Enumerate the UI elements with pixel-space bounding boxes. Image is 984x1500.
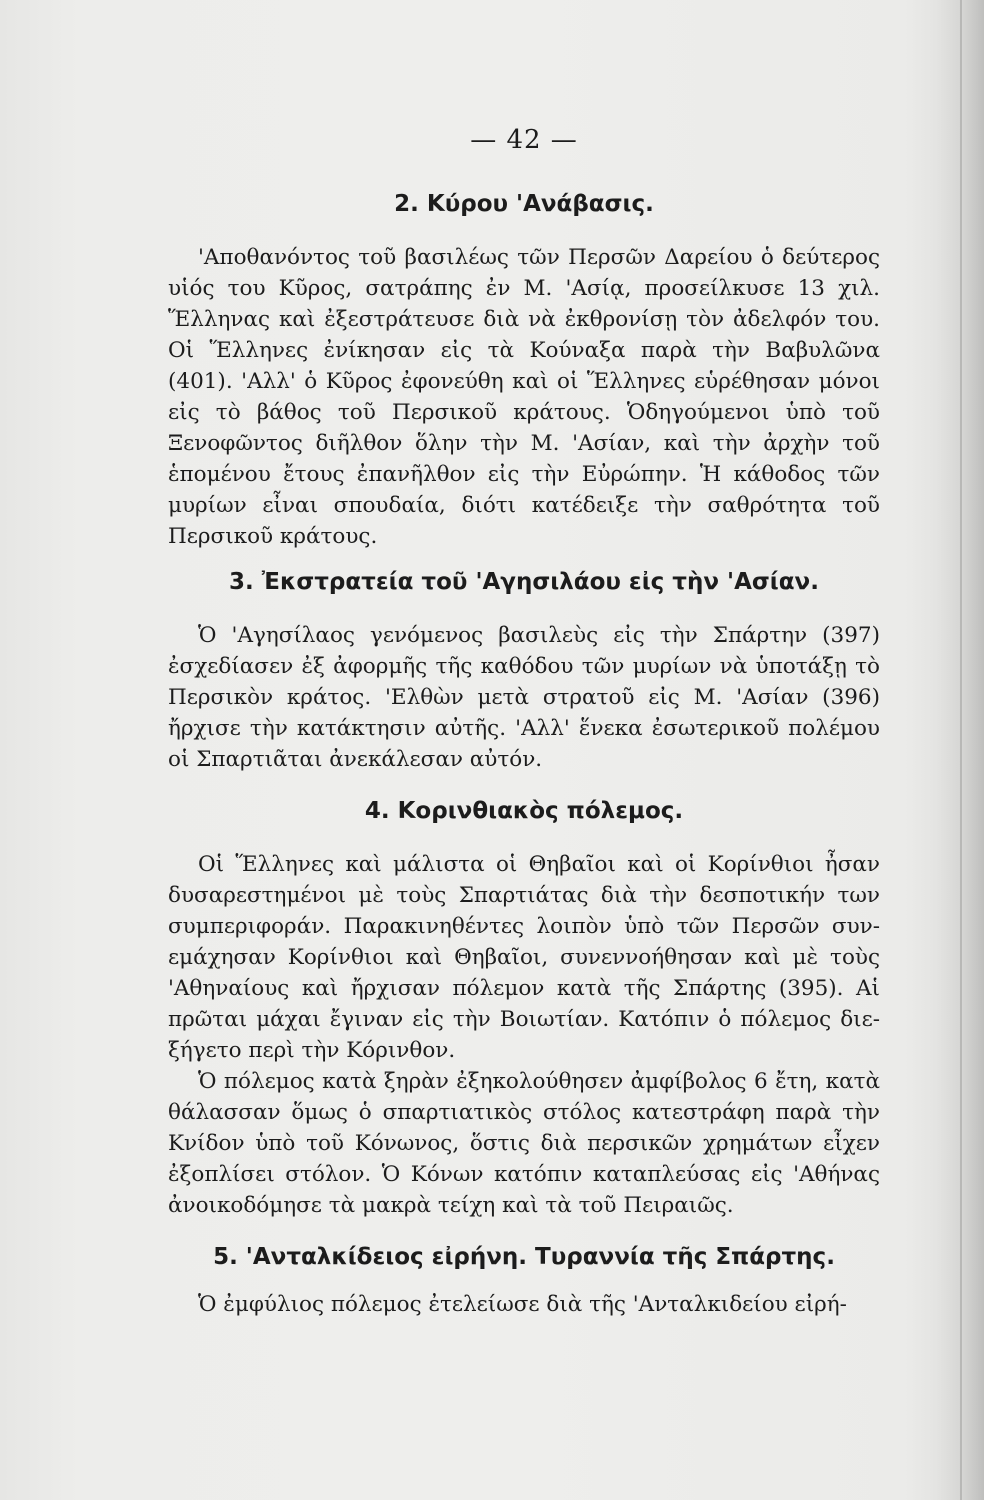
section-heading: 3. Ἐκστρατεία τοῦ 'Αγησιλάου εἰς τὴν 'Ασίαν.: [229, 569, 819, 595]
section-kyrou-anabasis: [168, 188, 880, 552]
section-paragraph: Ὁ ἐμφύλιος πόλεμος ἐτελείωσε διὰ τῆς 'Ανταλκιδείου εἰρή-: [198, 1292, 847, 1317]
section-heading: 5. 'Ανταλκίδειος εἰρήνη. Τυραννία τῆς Σπάρτης.: [213, 1244, 835, 1270]
page-text-block: [168, 108, 880, 1320]
section-heading: 2. Κύρου 'Ανάβασις.: [394, 191, 654, 217]
section-heading: 4. Κορινθιακὸς πόλεμος.: [364, 798, 684, 824]
section-paragraph: Ὁ 'Αγησίλαος γενόμενος βασιλεὺς εἰς τὴν Σπάρτην (397) ἐσχεδίασεν ἐξ ἀφορμῆς τῆς καθόδου τῶν μυρίων νὰ ὑποτάξῃ τὸ Περσικὸν κράτος. 'Ελθὼν μετὰ στρατοῦ εἰς Μ. 'Ασίαν (396) ἤρχισε τὴν κατάκτησιν αὐτῆς. 'Αλλ' ἕνεκα ἐσωτερικοῦ πολέμου οἱ Σπαρτιᾶται ἀνεκάλεσαν αὐτόν.: [168, 623, 880, 772]
page-number: — 42 —: [470, 125, 578, 155]
page-edge-line: [960, 0, 962, 1500]
section-antalcidas-peace: [168, 1241, 880, 1320]
section-paragraph: 'Αποθανόντος τοῦ βασιλέως τῶν Περσῶν Δαρείου ὁ δεύτερος υἱός του Κῦρος, σατράπης ἐν Μ. 'Ασίᾳ, προσείλκυσε 13 χιλ. Ἕλληνας καὶ ἐξεστράτευσε διὰ νὰ ἐκθρονίσῃ τὸν ἀδελφόν του. Οἱ Ἕλληνες ἐνίκησαν εἰς τὰ Κούναξα παρὰ τὴν Βαβυλῶνα (401). 'Αλλ' ὁ Κῦρος ἐφονεύθη καὶ οἱ Ἕλληνες εὑρέθησαν μόνοι εἰς τὸ βάθος τοῦ Περσικοῦ κράτους. Ὁδηγούμενοι ὑπὸ τοῦ Ξενοφῶντος διῆλθον ὅλην τὴν Μ. 'Ασίαν, καὶ τὴν ἀρχὴν τοῦ ἑπομένου ἔτους ἐπανῆλθον εἰς τὴν Εὐρώπην. Ἡ κάθοδος τῶν μυρίων εἶναι σπουδαία, διότι κατέδειξε τὴν σαθρότητα τοῦ Περσικοῦ κράτους.: [168, 245, 880, 549]
section-corinthian-war: [168, 795, 880, 1221]
section-paragraph: Οἱ Ἕλληνες καὶ μάλιστα οἱ Θηβαῖοι καὶ οἱ Κορίνθιοι ἦσαν δυσαρεστημένοι μὲ τοὺς Σπαρτιάτας διὰ τὴν δεσποτικήν των συμπεριφοράν. Παρακινηθέντες λοιπὸν ὑπὸ τῶν Περσῶν συνεμάχησαν Κορίνθιοι καὶ Θηβαῖοι, συνεννοήθησαν καὶ μὲ τοὺς 'Αθηναίους καὶ ἤρχισαν πόλεμον κατὰ τῆς Σπάρτης (395). Αἱ πρῶται μάχαι ἔγιναν εἰς τὴν Βοιωτίαν. Κατόπιν ὁ πόλεμος διεξήγετο περὶ τὴν Κόρινθον.: [168, 852, 880, 1063]
section-agesilaos-campaign: [168, 566, 880, 775]
section-paragraph: Ὁ πόλεμος κατὰ ξηρὰν ἐξηκολούθησεν ἀμφίβολος 6 ἔτη, κατὰ θάλασσαν ὅμως ὁ σπαρτιατικὸς στόλος κατεστράφη παρὰ τὴν Κνίδον ὑπὸ τοῦ Κόνωνος, ὅστις διὰ περσικῶν χρημάτων εἶχεν ἐξοπλίσει στόλον. Ὁ Κόνων κατόπιν καταπλεύσας εἰς 'Αθήνας ἀνοικοδόμησε τὰ μακρὰ τείχη καὶ τὰ τοῦ Πειραιῶς.: [168, 1069, 880, 1218]
